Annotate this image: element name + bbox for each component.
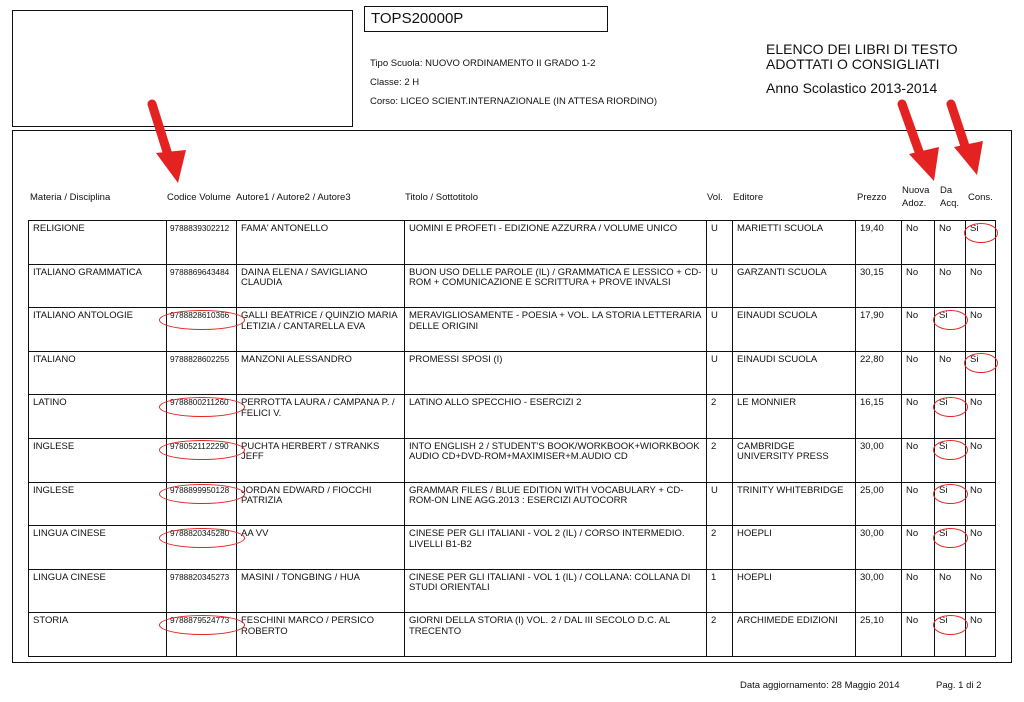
- cell-vol: 1: [707, 569, 733, 613]
- cell-da-acq: No: [935, 351, 966, 395]
- cell-nuova-adoz: No: [902, 351, 935, 395]
- corso: Corso: LICEO SCIENT.INTERNAZIONALE (IN ATTESA RIORDINO): [370, 96, 657, 107]
- cell-editore: TRINITY WHITEBRIDGE: [733, 482, 856, 526]
- cell-materia: ITALIANO GRAMMATICA: [29, 264, 167, 308]
- cell-titolo: PROMESSI SPOSI (I): [405, 351, 707, 395]
- cell-autori: PERROTTA LAURA / CAMPANA P. / FELICI V.: [237, 395, 405, 439]
- cell-autori: FESCHINI MARCO / PERSICO ROBERTO: [237, 613, 405, 657]
- cell-cons: No: [966, 438, 996, 482]
- cell-vol: U: [707, 308, 733, 352]
- cell-autori: FAMA' ANTONELLO: [237, 221, 405, 265]
- col-header-prezzo: Prezzo: [857, 192, 887, 203]
- cell-da-acq: Si: [935, 482, 966, 526]
- col-header-da-line2: Acq.: [940, 198, 960, 209]
- cell-vol: 2: [707, 395, 733, 439]
- document-title-line1: ELENCO DEI LIBRI DI TESTO: [766, 41, 958, 57]
- cell-titolo: GIORNI DELLA STORIA (I) VOL. 2 / DAL III SECOLO D.C. AL TRECENTO: [405, 613, 707, 657]
- col-header-materia: Materia / Disciplina: [30, 192, 111, 203]
- cell-prezzo: 30,00: [856, 438, 902, 482]
- cell-autori: DAINA ELENA / SAVIGLIANO CLAUDIA: [237, 264, 405, 308]
- cell-materia: ITALIANO ANTOLOGIE: [29, 308, 167, 352]
- col-header-codice: Codice Volume: [167, 192, 231, 203]
- cell-da-acq: Si: [935, 395, 966, 439]
- cell-cons: No: [966, 308, 996, 352]
- col-header-cons: Cons.: [968, 192, 993, 203]
- cell-da-acq: Si: [935, 438, 966, 482]
- cell-da-acq: No: [935, 221, 966, 265]
- cell-editore: MARIETTI SCUOLA: [733, 221, 856, 265]
- cell-cons: No: [966, 264, 996, 308]
- page-number: Pag. 1 di 2: [936, 680, 982, 691]
- col-header-autori: Autore1 / Autore2 / Autore3: [236, 192, 351, 203]
- cell-prezzo: 25,00: [856, 482, 902, 526]
- cell-prezzo: 25,10: [856, 613, 902, 657]
- update-date: Data aggiornamento: 28 Maggio 2014: [740, 680, 900, 691]
- cell-cons: Si: [966, 351, 996, 395]
- cell-da-acq: Si: [935, 613, 966, 657]
- red-arrow-icon: [902, 104, 939, 181]
- cell-editore: GARZANTI SCUOLA: [733, 264, 856, 308]
- cell-materia: LATINO: [29, 395, 167, 439]
- cell-materia: ITALIANO: [29, 351, 167, 395]
- cell-vol: U: [707, 221, 733, 265]
- cell-nuova-adoz: No: [902, 482, 935, 526]
- cell-vol: 2: [707, 438, 733, 482]
- cell-autori: GALLI BEATRICE / QUINZIO MARIA LETIZIA / CANTARELLA EVA: [237, 308, 405, 352]
- cell-materia: RELIGIONE: [29, 221, 167, 265]
- tipo-scuola: Tipo Scuola: NUOVO ORDINAMENTO II GRADO 1-2: [370, 58, 596, 69]
- cell-nuova-adoz: No: [902, 613, 935, 657]
- cell-prezzo: 30,00: [856, 526, 902, 570]
- cell-codice: 9788899950128: [167, 482, 237, 526]
- cell-titolo: CINESE PER GLI ITALIANI - VOL 1 (IL) / COLLANA: COLLANA DI STUDI ORIENTALI: [405, 569, 707, 613]
- cell-titolo: UOMINI E PROFETI - EDIZIONE AZZURRA / VOLUME UNICO: [405, 221, 707, 265]
- cell-titolo: CINESE PER GLI ITALIANI - VOL 2 (IL) / CORSO INTERMEDIO. LIVELLI B1-B2: [405, 526, 707, 570]
- school-code: TOPS20000P: [364, 6, 608, 32]
- cell-nuova-adoz: No: [902, 438, 935, 482]
- cell-cons: No: [966, 482, 996, 526]
- col-header-nuova-line1: Nuova: [902, 185, 930, 196]
- cell-prezzo: 30,15: [856, 264, 902, 308]
- cell-vol: U: [707, 351, 733, 395]
- cell-vol: U: [707, 482, 733, 526]
- cell-editore: EINAUDI SCUOLA: [733, 308, 856, 352]
- cell-nuova-adoz: No: [902, 569, 935, 613]
- cell-codice: 9788839302212: [167, 221, 237, 265]
- cell-codice: 9788828610366: [167, 308, 237, 352]
- cell-titolo: MERAVIGLIOSAMENTE - POESIA + VOL. LA STORIA LETTERARIA DELLE ORIGINI: [405, 308, 707, 352]
- cell-editore: LE MONNIER: [733, 395, 856, 439]
- cell-nuova-adoz: No: [902, 264, 935, 308]
- cell-vol: 2: [707, 526, 733, 570]
- cell-editore: CAMBRIDGE UNIVERSITY PRESS: [733, 438, 856, 482]
- col-header-editore: Editore: [733, 192, 764, 203]
- cell-materia: INGLESE: [29, 482, 167, 526]
- red-arrow-icon: [152, 104, 186, 183]
- classe: Classe: 2 H: [370, 77, 420, 88]
- cell-autori: AA VV: [237, 526, 405, 570]
- cell-materia: INGLESE: [29, 438, 167, 482]
- col-header-nuova-line2: Adoz.: [902, 198, 927, 209]
- cell-da-acq: No: [935, 569, 966, 613]
- cell-autori: PUCHTA HERBERT / STRANKS JEFF: [237, 438, 405, 482]
- red-arrow-icon: [951, 104, 983, 175]
- cell-codice: 9788869643484: [167, 264, 237, 308]
- cell-codice: 9780521122290: [167, 438, 237, 482]
- cell-cons: Si: [966, 221, 996, 265]
- cell-prezzo: 19,40: [856, 221, 902, 265]
- cell-prezzo: 30,00: [856, 569, 902, 613]
- col-header-vol: Vol.: [707, 192, 723, 203]
- cell-vol: 2: [707, 613, 733, 657]
- cell-nuova-adoz: No: [902, 221, 935, 265]
- cell-cons: No: [966, 395, 996, 439]
- cell-materia: LINGUA CINESE: [29, 526, 167, 570]
- cell-codice: 9788828602255: [167, 351, 237, 395]
- cell-nuova-adoz: No: [902, 395, 935, 439]
- cell-da-acq: Si: [935, 308, 966, 352]
- col-header-titolo: Titolo / Sottotitolo: [405, 192, 479, 203]
- cell-editore: HOEPLI: [733, 526, 856, 570]
- cell-nuova-adoz: No: [902, 526, 935, 570]
- cell-codice: 9788820345280: [167, 526, 237, 570]
- cell-da-acq: Si: [935, 526, 966, 570]
- cell-titolo: LATINO ALLO SPECCHIO - ESERCIZI 2: [405, 395, 707, 439]
- cell-editore: HOEPLI: [733, 569, 856, 613]
- cell-materia: STORIA: [29, 613, 167, 657]
- cell-editore: EINAUDI SCUOLA: [733, 351, 856, 395]
- cell-prezzo: 22,80: [856, 351, 902, 395]
- cell-nuova-adoz: No: [902, 308, 935, 352]
- cell-autori: MANZONI ALESSANDRO: [237, 351, 405, 395]
- cell-titolo: INTO ENGLISH 2 / STUDENT'S BOOK/WORKBOOK+WIORKBOOK AUDIO CD+DVD-ROM+MAXIMISER+M.AUDIO CD: [405, 438, 707, 482]
- document-title-line2: ADOTTATI O CONSIGLIATI: [766, 56, 940, 72]
- cell-codice: 9788800211260: [167, 395, 237, 439]
- cell-autori: MASINI / TONGBING / HUA: [237, 569, 405, 613]
- cell-materia: LINGUA CINESE: [29, 569, 167, 613]
- cell-prezzo: 16,15: [856, 395, 902, 439]
- cell-da-acq: No: [935, 264, 966, 308]
- cell-vol: U: [707, 264, 733, 308]
- cell-cons: No: [966, 613, 996, 657]
- cell-autori: JORDAN EDWARD / FIOCCHI PATRIZIA: [237, 482, 405, 526]
- cell-codice: 9788879524773: [167, 613, 237, 657]
- school-year: Anno Scolastico 2013-2014: [766, 80, 938, 96]
- cell-titolo: BUON USO DELLE PAROLE (IL) / GRAMMATICA E LESSICO + CD-ROM + COMUNICAZIONE E SCRITTURA + PROVE INVALSI: [405, 264, 707, 308]
- cell-titolo: GRAMMAR FILES / BLUE EDITION WITH VOCABULARY + CD-ROM-ON LINE AGG.2013 : ESERCIZI AUTOCORR: [405, 482, 707, 526]
- cell-editore: ARCHIMEDE EDIZIONI: [733, 613, 856, 657]
- cell-prezzo: 17,90: [856, 308, 902, 352]
- cell-codice: 9788820345273: [167, 569, 237, 613]
- col-header-da-line1: Da: [940, 185, 953, 196]
- cell-cons: No: [966, 526, 996, 570]
- cell-cons: No: [966, 569, 996, 613]
